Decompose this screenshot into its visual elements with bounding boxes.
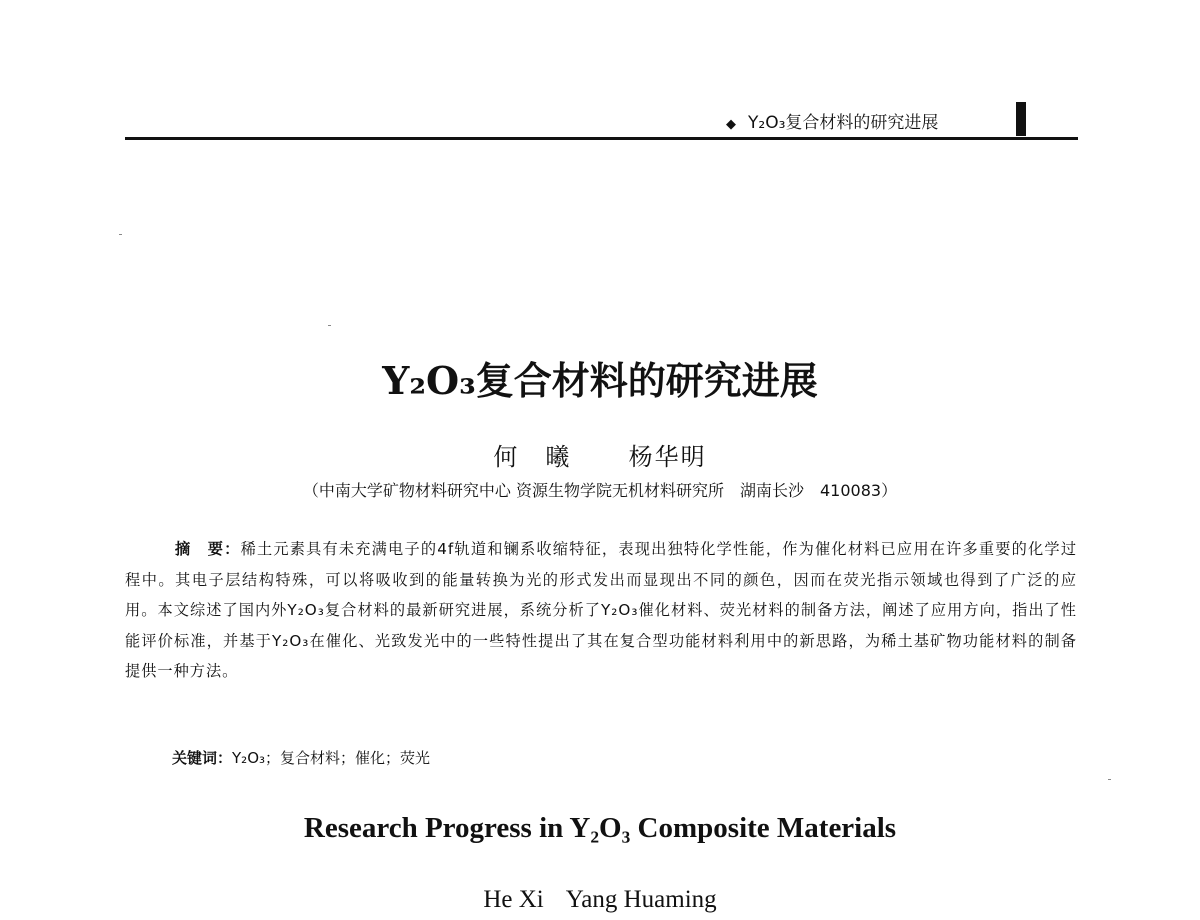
running-head: [726, 108, 938, 133]
authors-cn: [0, 437, 1200, 472]
keywords-cn: [172, 747, 430, 768]
affiliation-cn: （中南大学矿物材料研究中心 资源生物学院无机材料研究所 湖南长沙 410083）: [302, 481, 898, 500]
author-cn-2: 杨华明: [628, 443, 707, 471]
keywords-text: Y₂O₃；复合材料；催化；荧光: [232, 749, 431, 767]
scan-speck: [119, 234, 122, 235]
paper-title-en: Research Progress in Y₂O₃ Composite Materials: [303, 812, 897, 844]
abstract-text: 稀土元素具有未充满电子的4f轨道和镧系收缩特征，表现出独特化学性能，作为催化材料已应用在许多重要的化学过程中。其电子层结构特殊，可以将吸收到的能量转换为光的形式发出而显现出不同的颜色，因而在荧光指示领域也得到了广泛的应用。本文综述了国内外Y₂O₃复合材料的最新研究进展，系统分析了Y₂O₃催化材料、荧光材料的制备方法，阐述了应用方向，指出了性能评价标准，并基于Y₂O₃在催化、光致发光中的一些特性提出了其在复合型功能材料利用中的新思路，为稀土基矿物功能材料的制备提供一种方法。: [125, 540, 1078, 681]
header-rule: [125, 137, 1078, 140]
abstract-cn: [125, 534, 1077, 687]
running-head-bar: [1016, 102, 1026, 136]
author-cn-1: 何 曦: [493, 443, 572, 471]
abstract-label: 摘 要：: [175, 540, 241, 558]
scan-speck: [328, 325, 331, 326]
paper-title-cn: Y₂O₃复合材料的研究进展: [382, 358, 818, 403]
author-en-1: He Xi: [483, 886, 544, 913]
abstract-paragraph: [125, 534, 1077, 687]
authors-en: [0, 886, 1200, 914]
keywords-label: 关键词：: [172, 749, 233, 767]
running-head-text: Y₂O₃复合材料的研究进展: [748, 113, 939, 133]
scan-speck: [1108, 779, 1111, 780]
diamond-icon: ◆: [726, 117, 736, 132]
author-en-2: Yang Huaming: [565, 886, 717, 913]
